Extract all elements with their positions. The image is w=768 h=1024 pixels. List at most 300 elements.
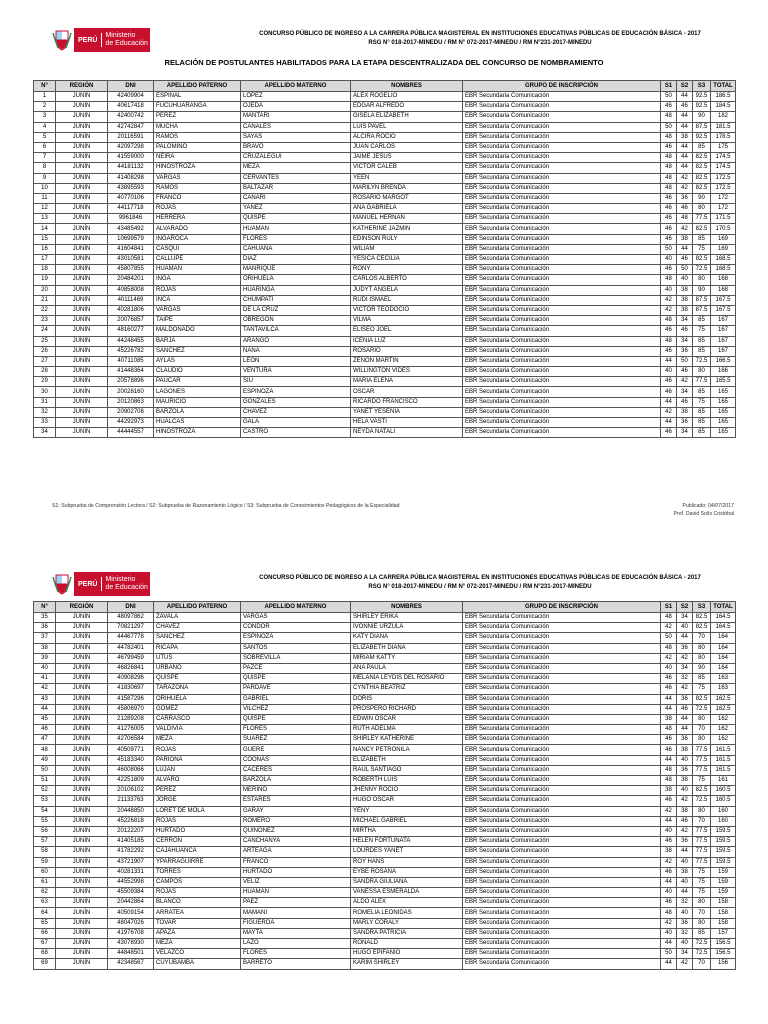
row-number: 39: [34, 653, 56, 663]
table-row: [34, 418, 736, 428]
s3-cell: 85: [693, 336, 711, 346]
group-cell: EBR Secundaria Comunicación: [463, 684, 661, 694]
maternal-surname-cell: GABRIEL: [241, 694, 351, 704]
maternal-surname-cell: DIAZ: [241, 255, 351, 265]
group-cell: EBR Secundaria Comunicación: [463, 643, 661, 653]
row-number: 63: [34, 898, 56, 908]
names-cell: MANUEL HERNAN: [351, 214, 463, 224]
dni-cell: 41276005: [108, 725, 154, 735]
region-cell: JUNÍN: [56, 908, 108, 918]
maternal-surname-cell: BARRETO: [241, 959, 351, 969]
row-number: 41: [34, 674, 56, 684]
s2-cell: 42: [677, 684, 693, 694]
s3-cell: 72.5: [693, 704, 711, 714]
column-header: S3: [693, 81, 711, 92]
s1-cell: 42: [661, 806, 677, 816]
names-cell: ELIZABETH: [351, 755, 463, 765]
total-cell: 169: [711, 234, 736, 244]
s2-cell: 38: [677, 305, 693, 315]
dni-cell: 43895593: [108, 183, 154, 193]
dni-cell: 42097298: [108, 142, 154, 152]
s2-cell: 36: [677, 643, 693, 653]
group-cell: EBR Secundaria Comunicación: [463, 826, 661, 836]
table-row: [34, 275, 736, 285]
row-number: 3: [34, 112, 56, 122]
s1-cell: 46: [661, 898, 677, 908]
region-cell: JUNÍN: [56, 633, 108, 643]
s1-cell: 48: [661, 132, 677, 142]
names-cell: YEEN: [351, 173, 463, 183]
dni-cell: 20484201: [108, 275, 154, 285]
region-cell: JUNÍN: [56, 305, 108, 315]
s3-cell: 72.5: [693, 796, 711, 806]
s1-cell: 40: [661, 285, 677, 295]
region-cell: JUNÍN: [56, 275, 108, 285]
paternal-surname-cell: AYLAS: [154, 356, 241, 366]
s3-cell: 82.5: [693, 623, 711, 633]
table-row: [34, 714, 736, 724]
s1-cell: 50: [661, 633, 677, 643]
region-cell: JUNÍN: [56, 428, 108, 438]
group-cell: EBR Secundaria Comunicación: [463, 142, 661, 152]
table-row: [34, 765, 736, 775]
s2-cell: 46: [677, 397, 693, 407]
s2-cell: 38: [677, 745, 693, 755]
group-cell: EBR Secundaria Comunicación: [463, 204, 661, 214]
group-cell: EBR Secundaria Comunicación: [463, 949, 661, 959]
region-cell: JUNÍN: [56, 653, 108, 663]
dni-cell: 20116591: [108, 132, 154, 142]
s2-cell: 40: [677, 857, 693, 867]
s2-cell: 38: [677, 407, 693, 417]
s2-cell: 40: [677, 877, 693, 887]
dni-cell: 45509384: [108, 888, 154, 898]
names-cell: HUGO EPIFANIO: [351, 949, 463, 959]
s3-cell: 80: [693, 714, 711, 724]
s1-cell: 48: [661, 163, 677, 173]
maternal-surname-cell: LEON: [241, 356, 351, 366]
maternal-surname-cell: FIGUEROA: [241, 918, 351, 928]
total-cell: 172.5: [711, 183, 736, 193]
s3-cell: 75: [693, 244, 711, 254]
region-cell: JUNÍN: [56, 224, 108, 234]
table-row: [34, 204, 736, 214]
table-row: [34, 663, 736, 673]
s1-cell: 44: [661, 694, 677, 704]
dni-cell: 40908296: [108, 674, 154, 684]
total-cell: 186.5: [711, 92, 736, 102]
s1-cell: 48: [661, 336, 677, 346]
s2-cell: 46: [677, 704, 693, 714]
names-cell: RONALD: [351, 939, 463, 949]
row-number: 53: [34, 796, 56, 806]
s3-cell: 72.5: [693, 949, 711, 959]
s3-cell: 85: [693, 316, 711, 326]
total-cell: 164: [711, 643, 736, 653]
table-row: [34, 704, 736, 714]
s2-cell: 38: [677, 285, 693, 295]
dni-cell: 41408298: [108, 173, 154, 183]
row-number: 49: [34, 755, 56, 765]
column-header: NOMBRES: [351, 81, 463, 92]
table-row: [34, 908, 736, 918]
table-row: [34, 694, 736, 704]
s1-cell: 44: [661, 816, 677, 826]
paternal-surname-cell: MALDONADO: [154, 326, 241, 336]
s2-cell: 36: [677, 918, 693, 928]
group-cell: EBR Secundaria Comunicación: [463, 674, 661, 684]
row-number: 17: [34, 255, 56, 265]
s2-cell: 34: [677, 336, 693, 346]
paternal-surname-cell: HURTADO: [154, 826, 241, 836]
total-cell: 159: [711, 877, 736, 887]
ministry-line2: de Educación: [105, 584, 148, 591]
region-cell: JUNÍN: [56, 694, 108, 704]
dni-cell: 42348567: [108, 959, 154, 969]
table-row: [34, 122, 736, 132]
row-number: 18: [34, 265, 56, 275]
names-cell: YANET YESENIA: [351, 407, 463, 417]
names-cell: VICTOR TEODOCIO: [351, 305, 463, 315]
s2-cell: 36: [677, 193, 693, 203]
region-cell: JUNÍN: [56, 735, 108, 745]
names-cell: SANDRA GIULIANA: [351, 877, 463, 887]
region-cell: JUNÍN: [56, 142, 108, 152]
s3-cell: 72.5: [693, 939, 711, 949]
group-cell: EBR Secundaria Comunicación: [463, 847, 661, 857]
paternal-surname-cell: ALVARADO: [154, 224, 241, 234]
region-cell: JUNÍN: [56, 102, 108, 112]
total-cell: 159.5: [711, 857, 736, 867]
paternal-surname-cell: CAJAHUANCA: [154, 847, 241, 857]
region-cell: JUNÍN: [56, 356, 108, 366]
region-cell: JUNÍN: [56, 857, 108, 867]
s2-cell: 36: [677, 765, 693, 775]
names-cell: ALDO ALEX: [351, 898, 463, 908]
table-row: [34, 755, 736, 765]
row-number: 21: [34, 295, 56, 305]
column-header: DNI: [108, 81, 154, 92]
total-cell: 178.5: [711, 132, 736, 142]
paternal-surname-cell: LORET DE MOLA: [154, 806, 241, 816]
s1-cell: 46: [661, 745, 677, 755]
maternal-surname-cell: QUISPE: [241, 674, 351, 684]
s2-cell: 44: [677, 633, 693, 643]
names-cell: IVONNIE URZULA: [351, 623, 463, 633]
row-number: 32: [34, 407, 56, 417]
total-cell: 162: [711, 735, 736, 745]
s3-cell: 77.5: [693, 847, 711, 857]
paternal-surname-cell: ROJAS: [154, 285, 241, 295]
total-cell: 162: [711, 714, 736, 724]
group-cell: EBR Secundaria Comunicación: [463, 725, 661, 735]
s2-cell: 40: [677, 908, 693, 918]
s1-cell: 48: [661, 173, 677, 183]
group-cell: EBR Secundaria Comunicación: [463, 265, 661, 275]
s3-cell: 82.5: [693, 153, 711, 163]
column-header: REGIÓN: [56, 81, 108, 92]
s1-cell: 48: [661, 725, 677, 735]
table-row: [34, 407, 736, 417]
region-cell: JUNÍN: [56, 816, 108, 826]
paternal-surname-cell: PALOMINO: [154, 142, 241, 152]
names-cell: KATHERINE JAZMIN: [351, 224, 463, 234]
maternal-surname-cell: CAÑARI: [241, 193, 351, 203]
names-cell: LOURDES YANET: [351, 847, 463, 857]
column-header: S2: [677, 81, 693, 92]
table-row: [34, 888, 736, 898]
published-date: Publicado: 04/07/2017: [682, 503, 734, 509]
column-header: DNI: [108, 602, 154, 613]
column-header: N°: [34, 602, 56, 613]
s1-cell: 44: [661, 356, 677, 366]
names-cell: ROBERTH LUIS: [351, 776, 463, 786]
s1-cell: 42: [661, 653, 677, 663]
dni-cell: 44552998: [108, 877, 154, 887]
total-cell: 161.5: [711, 745, 736, 755]
s3-cell: 82.5: [693, 183, 711, 193]
row-number: 64: [34, 908, 56, 918]
total-cell: 160: [711, 816, 736, 826]
s1-cell: 46: [661, 867, 677, 877]
s2-cell: 46: [677, 204, 693, 214]
header-text: [220, 30, 740, 48]
column-header: NOMBRES: [351, 602, 463, 613]
publication-info: [673, 502, 734, 518]
dni-cell: 46826841: [108, 663, 154, 673]
names-cell: NANCY PETRONILA: [351, 745, 463, 755]
column-header: REGIÓN: [56, 602, 108, 613]
column-header: N°: [34, 81, 56, 92]
names-cell: HELA VASTI: [351, 418, 463, 428]
table-row: [34, 92, 736, 102]
region-cell: JUNÍN: [56, 295, 108, 305]
s3-cell: 77.5: [693, 837, 711, 847]
region-cell: JUNÍN: [56, 928, 108, 938]
total-cell: 159.5: [711, 847, 736, 857]
s1-cell: 40: [661, 367, 677, 377]
maternal-surname-cell: MAMANI: [241, 908, 351, 918]
row-number: 15: [34, 234, 56, 244]
s2-cell: 36: [677, 837, 693, 847]
region-cell: JUNÍN: [56, 346, 108, 356]
ministry-line2: de Educación: [105, 40, 148, 47]
total-cell: 159.5: [711, 826, 736, 836]
table-row: [34, 816, 736, 826]
ministry-line1: Ministerio: [105, 32, 136, 39]
s2-cell: 42: [677, 183, 693, 193]
group-cell: EBR Secundaria Comunicación: [463, 918, 661, 928]
maternal-surname-cell: MERINO: [241, 786, 351, 796]
s3-cell: 92.5: [693, 132, 711, 142]
row-number: 29: [34, 377, 56, 387]
dni-cell: 46008066: [108, 765, 154, 775]
maternal-surname-cell: CRUZALEGUI: [241, 153, 351, 163]
names-cell: YESICA CECILIA: [351, 255, 463, 265]
row-number: 30: [34, 387, 56, 397]
s1-cell: 40: [661, 928, 677, 938]
names-cell: ALCIRA ROCIO: [351, 132, 463, 142]
s2-cell: 38: [677, 295, 693, 305]
dni-cell: 40509771: [108, 745, 154, 755]
names-cell: EDWIN OSCAR: [351, 714, 463, 724]
table-row: [34, 214, 736, 224]
total-cell: 167: [711, 316, 736, 326]
s3-cell: 72.5: [693, 356, 711, 366]
paternal-surname-cell: INCA: [154, 295, 241, 305]
total-cell: 175: [711, 142, 736, 152]
maternal-surname-cell: MAYTA: [241, 928, 351, 938]
row-number: 33: [34, 418, 56, 428]
paternal-surname-cell: JORGE: [154, 796, 241, 806]
s1-cell: 46: [661, 265, 677, 275]
total-cell: 166: [711, 367, 736, 377]
page-header: [48, 572, 738, 600]
group-cell: EBR Secundaria Comunicación: [463, 163, 661, 173]
s2-cell: 36: [677, 346, 693, 356]
candidates-table: [33, 601, 736, 970]
s3-cell: 82.5: [693, 694, 711, 704]
s3-cell: 82.5: [693, 255, 711, 265]
s3-cell: 90: [693, 193, 711, 203]
total-cell: 162.5: [711, 694, 736, 704]
names-cell: MIRIAM KATTY: [351, 653, 463, 663]
row-number: 5: [34, 132, 56, 142]
row-number: 24: [34, 326, 56, 336]
names-cell: ROMELIA LEONIDAS: [351, 908, 463, 918]
dni-cell: 48097862: [108, 613, 154, 623]
row-number: 59: [34, 857, 56, 867]
dni-cell: 20028160: [108, 387, 154, 397]
row-number: 50: [34, 765, 56, 775]
names-cell: EDGAR ALFREDO: [351, 102, 463, 112]
group-cell: EBR Secundaria Comunicación: [463, 959, 661, 969]
s2-cell: 34: [677, 387, 693, 397]
region-cell: JUNÍN: [56, 377, 108, 387]
names-cell: ROSARIO: [351, 346, 463, 356]
dni-cell: 45183340: [108, 755, 154, 765]
maternal-surname-cell: ROMERO: [241, 816, 351, 826]
group-cell: EBR Secundaria Comunicación: [463, 285, 661, 295]
group-cell: EBR Secundaria Comunicación: [463, 428, 661, 438]
total-cell: 167.5: [711, 295, 736, 305]
s1-cell: 50: [661, 244, 677, 254]
row-number: 19: [34, 275, 56, 285]
maternal-surname-cell: GUERE: [241, 745, 351, 755]
region-cell: JUNÍN: [56, 153, 108, 163]
header-text: [220, 574, 740, 592]
paternal-surname-cell: BARZOLA: [154, 407, 241, 417]
table-row: [34, 837, 736, 847]
s1-cell: 46: [661, 234, 677, 244]
maternal-surname-cell: SIU: [241, 377, 351, 387]
s2-cell: 46: [677, 816, 693, 826]
row-number: 66: [34, 928, 56, 938]
names-cell: NEYDA NATALI: [351, 428, 463, 438]
maternal-surname-cell: COOÑAS: [241, 755, 351, 765]
total-cell: 165: [711, 407, 736, 417]
maternal-surname-cell: CAHUANA: [241, 244, 351, 254]
names-cell: JUAN CARLOS: [351, 142, 463, 152]
s3-cell: 90: [693, 285, 711, 295]
total-cell: 164: [711, 653, 736, 663]
group-cell: EBR Secundaria Comunicación: [463, 214, 661, 224]
group-cell: EBR Secundaria Comunicación: [463, 316, 661, 326]
table-row: [34, 949, 736, 959]
maternal-surname-cell: GALA: [241, 418, 351, 428]
names-cell: ELISEO JOEL: [351, 326, 463, 336]
region-cell: JUNÍN: [56, 193, 108, 203]
s3-cell: 75: [693, 867, 711, 877]
paternal-surname-cell: HINOSTROZA: [154, 428, 241, 438]
total-cell: 167.5: [711, 305, 736, 315]
region-cell: JUNÍN: [56, 407, 108, 417]
names-cell: JAIME JESUS: [351, 153, 463, 163]
region-cell: JUNÍN: [56, 214, 108, 224]
s2-cell: 40: [677, 786, 693, 796]
page-header: [48, 28, 738, 56]
group-cell: EBR Secundaria Comunicación: [463, 305, 661, 315]
paternal-surname-cell: INGA: [154, 275, 241, 285]
paternal-surname-cell: INGAROCA: [154, 234, 241, 244]
s1-cell: 48: [661, 112, 677, 122]
header-line2: RSG N° 018-2017-MINEDU / RM N° 072-2017-MINEDU / RM N°231-2017-MINEDU: [368, 40, 592, 46]
paternal-surname-cell: PARIONA: [154, 755, 241, 765]
table-row: [34, 397, 736, 407]
maternal-surname-cell: BARZOLA: [241, 776, 351, 786]
region-cell: JUNÍN: [56, 898, 108, 908]
legend-text: S1: Subprueba de Comprensión Lectora / S2: Subprueba de Razonamiento Lógico / S3: Subprueba de Conocimientos Pedagógicos de la Especialidad: [52, 503, 400, 509]
region-cell: JUNÍN: [56, 183, 108, 193]
total-cell: 172: [711, 193, 736, 203]
region-cell: JUNÍN: [56, 387, 108, 397]
dni-cell: 44181132: [108, 163, 154, 173]
s3-cell: 80: [693, 653, 711, 663]
group-cell: EBR Secundaria Comunicación: [463, 888, 661, 898]
paternal-surname-cell: NEIRA: [154, 153, 241, 163]
page-separator: [0, 528, 768, 560]
group-cell: EBR Secundaria Comunicación: [463, 898, 661, 908]
s2-cell: 40: [677, 623, 693, 633]
table-row: [34, 847, 736, 857]
s2-cell: 42: [677, 377, 693, 387]
paternal-surname-cell: ROJAS: [154, 745, 241, 755]
maternal-surname-cell: CACERES: [241, 765, 351, 775]
group-cell: EBR Secundaria Comunicación: [463, 336, 661, 346]
s2-cell: 40: [677, 939, 693, 949]
table-row: [34, 255, 736, 265]
row-number: 23: [34, 316, 56, 326]
paternal-surname-cell: MUCHA: [154, 122, 241, 132]
s1-cell: 40: [661, 255, 677, 265]
s1-cell: 40: [661, 826, 677, 836]
s2-cell: 34: [677, 663, 693, 673]
total-cell: 156.5: [711, 939, 736, 949]
paternal-surname-cell: SANCHEZ: [154, 633, 241, 643]
total-cell: 174.5: [711, 163, 736, 173]
row-number: 4: [34, 122, 56, 132]
group-cell: EBR Secundaria Comunicación: [463, 877, 661, 887]
s1-cell: 44: [661, 959, 677, 969]
s3-cell: 80: [693, 735, 711, 745]
s3-cell: 80: [693, 918, 711, 928]
paternal-surname-cell: VARGAS: [154, 173, 241, 183]
paternal-surname-cell: APAZA: [154, 928, 241, 938]
names-cell: ROY HANS: [351, 857, 463, 867]
s2-cell: 42: [677, 224, 693, 234]
column-header: S1: [661, 81, 677, 92]
total-cell: 159.5: [711, 837, 736, 847]
